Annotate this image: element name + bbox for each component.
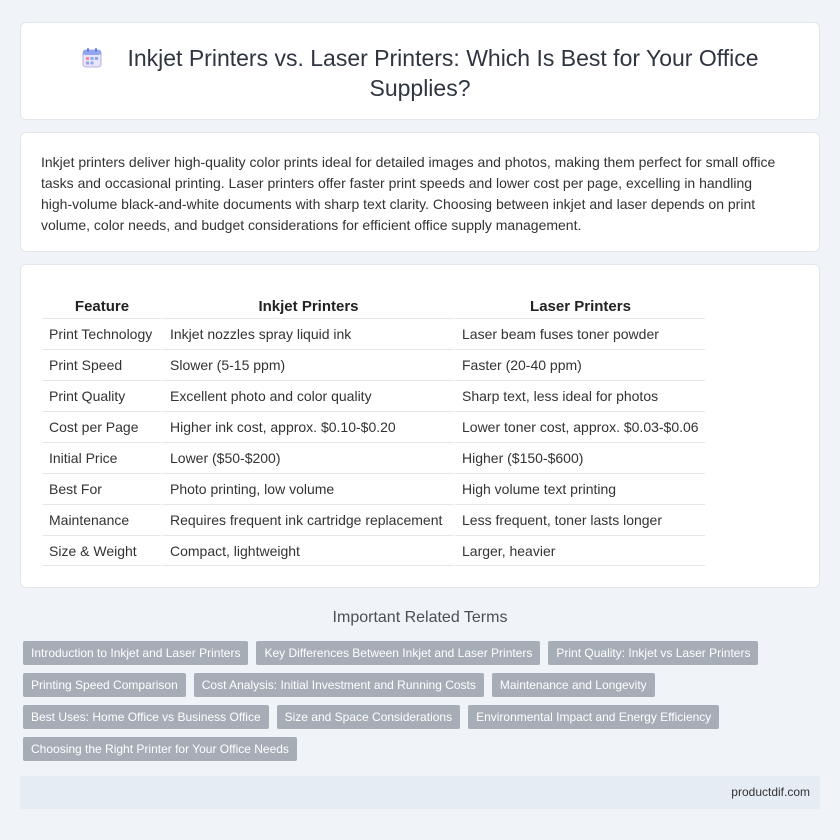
related-term-tag[interactable]: Printing Speed Comparison	[23, 673, 186, 697]
laser-cell: Higher ($150-$600)	[453, 442, 705, 473]
related-term-tag[interactable]: Choosing the Right Printer for Your Office Needs	[23, 737, 297, 761]
column-header-inkjet: Inkjet Printers	[161, 295, 453, 318]
related-term-tag[interactable]: Size and Space Considerations	[277, 705, 460, 729]
column-header-laser: Laser Printers	[453, 295, 705, 318]
page-title-text: Inkjet Printers vs. Laser Printers: Which Is Best for Your Office Supplies?	[127, 45, 759, 101]
feature-cell: Maintenance	[43, 504, 161, 535]
table-row	[43, 349, 705, 380]
table-header-row	[43, 295, 705, 318]
footer-site-link[interactable]: productdif.com	[731, 785, 810, 799]
related-term-tag[interactable]: Cost Analysis: Initial Investment and Running Costs	[194, 673, 484, 697]
column-header-feature: Feature	[74, 298, 130, 315]
inkjet-cell: Photo printing, low volume	[161, 473, 453, 504]
feature-cell: Cost per Page	[43, 411, 161, 442]
feature-cell: Best For	[43, 473, 161, 504]
page-title	[61, 43, 779, 103]
table-body	[43, 318, 705, 566]
laser-cell: Less frequent, toner lasts longer	[453, 504, 705, 535]
related-terms-heading: Important Related Terms	[332, 609, 508, 626]
table-row	[43, 442, 705, 473]
feature-cell: Print Quality	[43, 380, 161, 411]
intro-paragraph: Inkjet printers deliver high-quality color prints ideal for detailed images and photos, making them perfect for small office tasks and occasional printing. Laser printers offer faster print speeds and lower cost per page, excelling in handling high-volume black-and-white documents with sharp text clarity. Choosing between inkjet and laser depends on print volume, color needs, and budget considerations for efficient office supply management.	[41, 154, 776, 233]
inkjet-cell: Excellent photo and color quality	[161, 380, 453, 411]
inkjet-cell: Compact, lightweight	[161, 535, 453, 566]
table-row	[43, 380, 705, 411]
related-term-tag[interactable]: Key Differences Between Inkjet and Laser Printers	[256, 641, 540, 665]
related-term-tag[interactable]: Best Uses: Home Office vs Business Office	[23, 705, 269, 729]
comparison-card	[20, 264, 820, 588]
laser-cell: Sharp text, less ideal for photos	[453, 380, 705, 411]
laser-cell: Lower toner cost, approx. $0.03-$0.06	[453, 411, 705, 442]
footer	[20, 776, 820, 809]
table-row	[43, 318, 705, 349]
calendar-icon	[81, 47, 103, 69]
inkjet-cell: Requires frequent ink cartridge replacement	[161, 504, 453, 535]
tag-row	[23, 737, 803, 761]
tag-row	[23, 673, 803, 697]
title-card	[20, 22, 820, 120]
laser-cell: Larger, heavier	[453, 535, 705, 566]
laser-cell: Laser beam fuses toner powder	[453, 318, 705, 349]
feature-cell: Print Technology	[43, 318, 161, 349]
feature-cell: Initial Price	[43, 442, 161, 473]
inkjet-cell: Slower (5-15 ppm)	[161, 349, 453, 380]
related-term-tag[interactable]: Environmental Impact and Energy Efficiency	[468, 705, 719, 729]
related-term-tag[interactable]: Print Quality: Inkjet vs Laser Printers	[548, 641, 758, 665]
tag-row	[23, 705, 803, 729]
intro-card	[20, 132, 820, 252]
inkjet-cell: Higher ink cost, approx. $0.10-$0.20	[161, 411, 453, 442]
table-row	[43, 504, 705, 535]
tag-row	[23, 641, 803, 665]
laser-cell: Faster (20-40 ppm)	[453, 349, 705, 380]
comparison-table	[43, 295, 705, 566]
feature-cell: Size & Weight	[43, 535, 161, 566]
inkjet-cell: Lower ($50-$200)	[161, 442, 453, 473]
laser-cell: High volume text printing	[453, 473, 705, 504]
related-terms-list	[23, 641, 803, 769]
table-row	[43, 473, 705, 504]
inkjet-cell: Inkjet nozzles spray liquid ink	[161, 318, 453, 349]
table-row	[43, 411, 705, 442]
related-term-tag[interactable]: Maintenance and Longevity	[492, 673, 655, 697]
feature-cell: Print Speed	[43, 349, 161, 380]
table-row	[43, 535, 705, 566]
related-term-tag[interactable]: Introduction to Inkjet and Laser Printers	[23, 641, 248, 665]
